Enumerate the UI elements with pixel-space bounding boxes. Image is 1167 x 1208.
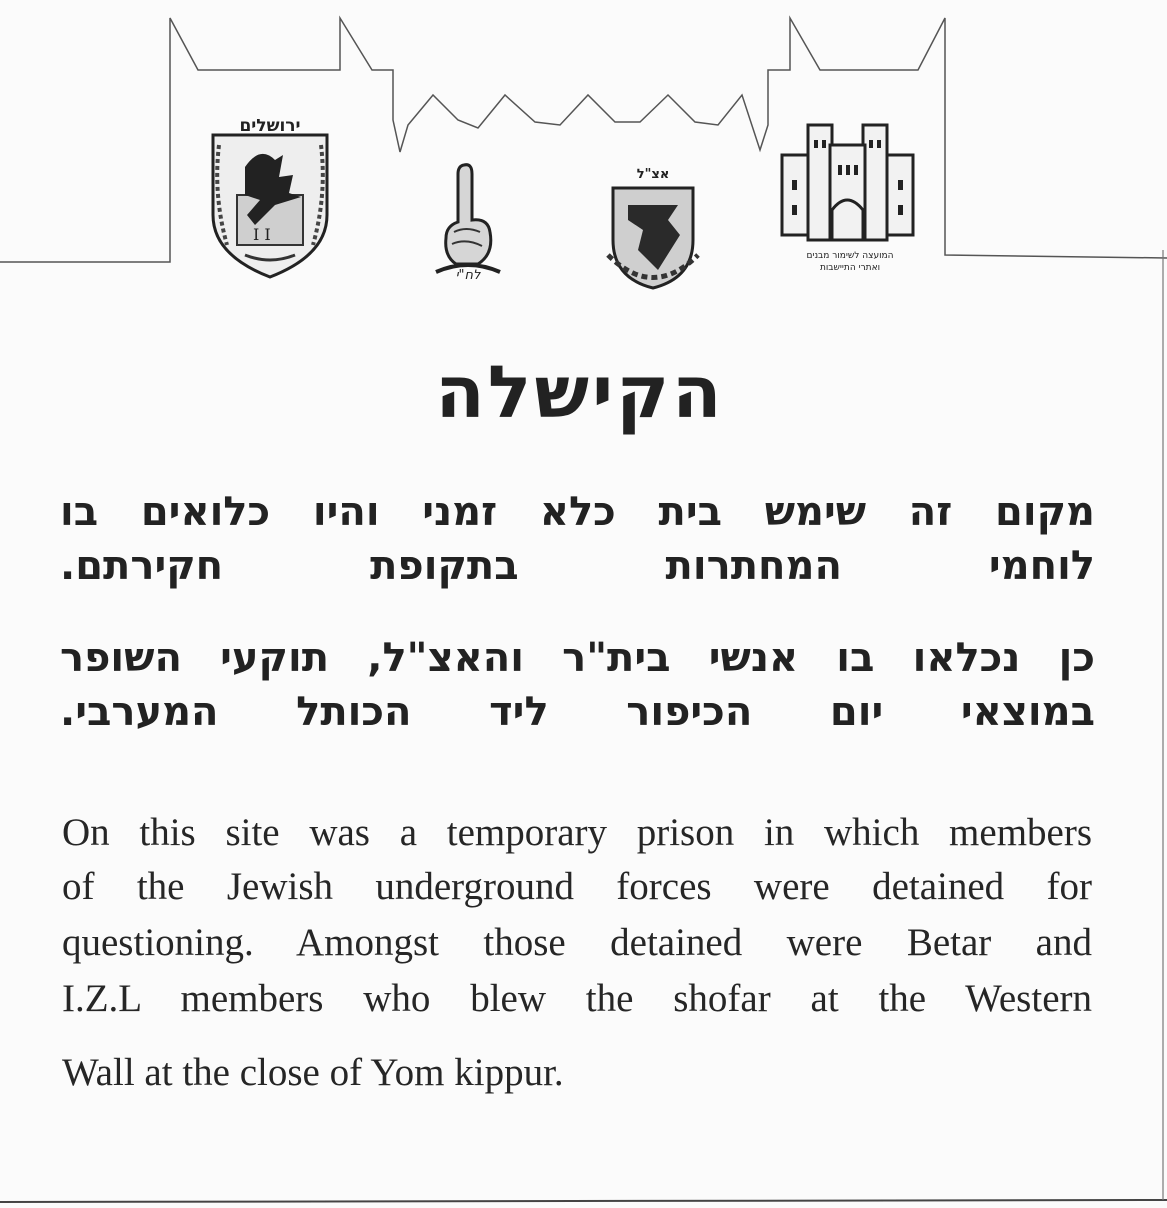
english-line-5: Wall at the close of Yom kippur.	[62, 1051, 564, 1094]
council-emblem-text	[770, 250, 930, 274]
lehi-emblem-text: לח"י	[455, 268, 481, 283]
hebrew-line-4: במוצאי יום הכיפור ליד הכותל המערבי.	[60, 689, 1095, 735]
etzel-emblem-text: אצ"ל	[636, 167, 670, 182]
council-text-line1: המועצה לשימור מבנים	[806, 251, 894, 261]
council-text-line2: ואתרי התיישבות	[819, 263, 881, 273]
svg-text:I I: I I	[253, 225, 271, 244]
english-line-3: questioning. Amongst those detained were Betar and	[62, 921, 1092, 964]
hebrew-line-3: כן נכלאו בו אנשי בית"ר והאצ"ל, תוקעי השופר	[60, 635, 1095, 681]
hebrew-line-1: מקום זה שימש בית כלא זמני והיו כלואים בו	[60, 489, 1095, 535]
english-line-4: I.Z.L members who blew the shofar at the Western	[62, 977, 1092, 1020]
english-line-1: On this site was a temporary prison in which members	[62, 811, 1092, 854]
hebrew-line-2: לוחמי המחתרות בתקופת חקירתם.	[60, 543, 1095, 589]
jerusalem-emblem-text: ירושלים	[239, 116, 301, 136]
sign-title: הקישלה	[435, 350, 725, 434]
english-line-2: of the Jewish underground forces were detained for	[62, 865, 1092, 908]
